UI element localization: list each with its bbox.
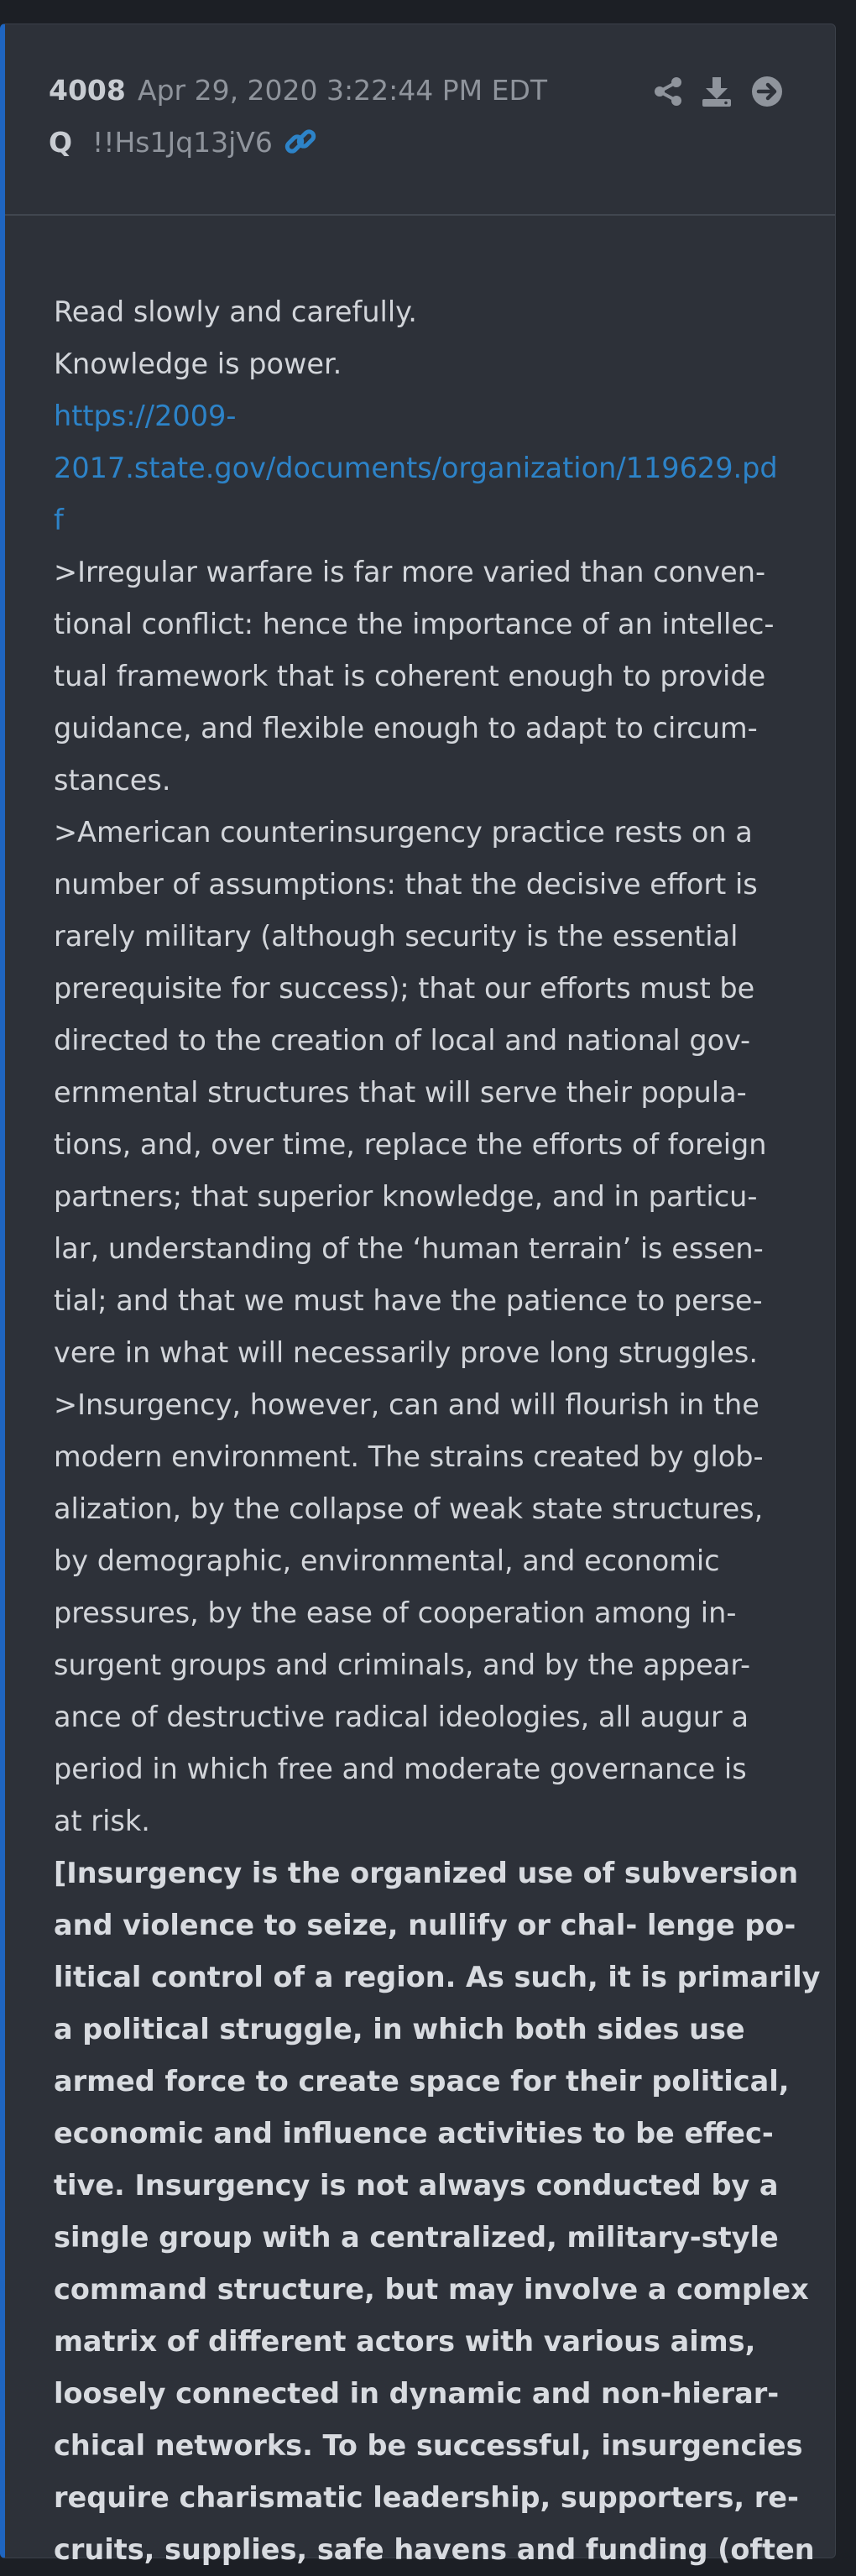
text-line: [Insurgency is the organized use of subversion xyxy=(54,1857,799,1889)
post-card xyxy=(0,24,836,2566)
text-line: >American counterinsurgency practice rests on a xyxy=(54,816,753,849)
text-line: guidance, and flexible enough to adapt to circum- xyxy=(54,712,758,745)
text-line: pressures, by the ease of cooperation among in- xyxy=(54,1596,737,1629)
document-link[interactable] xyxy=(54,390,801,546)
text-line: chical networks. To be successful, insurgencies xyxy=(54,2429,803,2462)
text-line: litical control of a region. As such, it is primarily xyxy=(54,1961,821,1993)
text-line: number of assumptions: that the decisive effort is xyxy=(54,868,758,901)
text-line: lar, understanding of the ‘human terrain’ is essen- xyxy=(54,1232,764,1265)
text-line: cruits, supplies, safe havens and funding (often xyxy=(54,2533,815,2566)
text-line: at risk. xyxy=(54,1805,150,1837)
text-line: directed to the creation of local and national gov- xyxy=(54,1024,751,1057)
text-line: stances. xyxy=(54,764,171,797)
text-line: a political struggle, in which both sides use xyxy=(54,2013,745,2046)
text-line: alization, by the collapse of weak state structures, xyxy=(54,1492,764,1525)
share-icon[interactable] xyxy=(651,75,685,108)
text-line: loosely connected in dynamic and non-hierar- xyxy=(54,2377,780,2410)
text-line: tial; and that we must have the patience to perse- xyxy=(54,1284,763,1317)
bold-paragraph xyxy=(54,1847,821,2576)
quote-paragraph-1 xyxy=(54,546,801,807)
link-line[interactable]: f xyxy=(54,504,64,536)
text-line: rarely military (although security is the essential xyxy=(54,920,739,953)
text-line: Knowledge is power. xyxy=(54,347,342,380)
author-name: Q xyxy=(49,126,73,159)
text-line: period in which free and moderate governance is xyxy=(54,1753,747,1785)
link-line[interactable]: https://2009- xyxy=(54,400,237,432)
post-body xyxy=(54,286,821,2576)
text-line: Read slowly and carefully. xyxy=(54,295,417,328)
text-line: matrix of different actors with various aims, xyxy=(54,2325,756,2358)
quote-paragraph-3 xyxy=(54,1379,801,1847)
quote-paragraph-2 xyxy=(54,807,801,1379)
text-line: prerequisite for success); that our efforts must be xyxy=(54,972,755,1005)
text-line: armed force to create space for their political, xyxy=(54,2065,790,2098)
text-line: surgent groups and criminals, and by the appear- xyxy=(54,1649,751,1681)
text-line: vere in what will necessarily prove long struggles. xyxy=(54,1336,758,1369)
text-line: and violence to seize, nullify or chal- lenge po- xyxy=(54,1909,796,1941)
text-line: partners; that superior knowledge, and in particu- xyxy=(54,1180,758,1213)
text-line: tional conflict: hence the importance of an intellec- xyxy=(54,608,775,640)
text-line: tual framework that is coherent enough to provide xyxy=(54,660,766,692)
post-number[interactable]: 4008 xyxy=(49,74,126,107)
link-line[interactable]: 2017.state.gov/documents/organization/119629.pd xyxy=(54,452,778,484)
text-line: >Insurgency, however, can and will flourish in the xyxy=(54,1388,759,1421)
post-header xyxy=(5,24,835,216)
download-icon[interactable] xyxy=(700,75,733,108)
text-line: modern environment. The strains created by glob- xyxy=(54,1440,764,1473)
text-line: economic and influence activities to be effec- xyxy=(54,2117,774,2150)
text-line: require charismatic leadership, supporters, re- xyxy=(54,2481,799,2514)
arrow-circle-right-icon[interactable] xyxy=(750,75,784,108)
text-line: ernmental structures that will serve their popula- xyxy=(54,1076,747,1109)
text-line: tive. Insurgency is not always conducted by a xyxy=(54,2169,779,2202)
post-date: Apr 29, 2020 3:22:44 PM EDT xyxy=(138,74,548,107)
text-line: tions, and, over time, replace the efforts of foreign xyxy=(54,1128,767,1161)
intro-text xyxy=(54,286,801,390)
text-line: >Irregular warfare is far more varied than conven- xyxy=(54,556,766,588)
text-line: by demographic, environmental, and economic xyxy=(54,1544,720,1577)
chain-link-icon[interactable] xyxy=(282,123,319,160)
text-line: single group with a centralized, military-style xyxy=(54,2221,779,2254)
tripcode: !!Hs1Jq13jV6 xyxy=(92,126,273,159)
text-line: ance of destructive radical ideologies, all augur a xyxy=(54,1701,749,1733)
text-line: command structure, but may involve a complex xyxy=(54,2273,809,2306)
